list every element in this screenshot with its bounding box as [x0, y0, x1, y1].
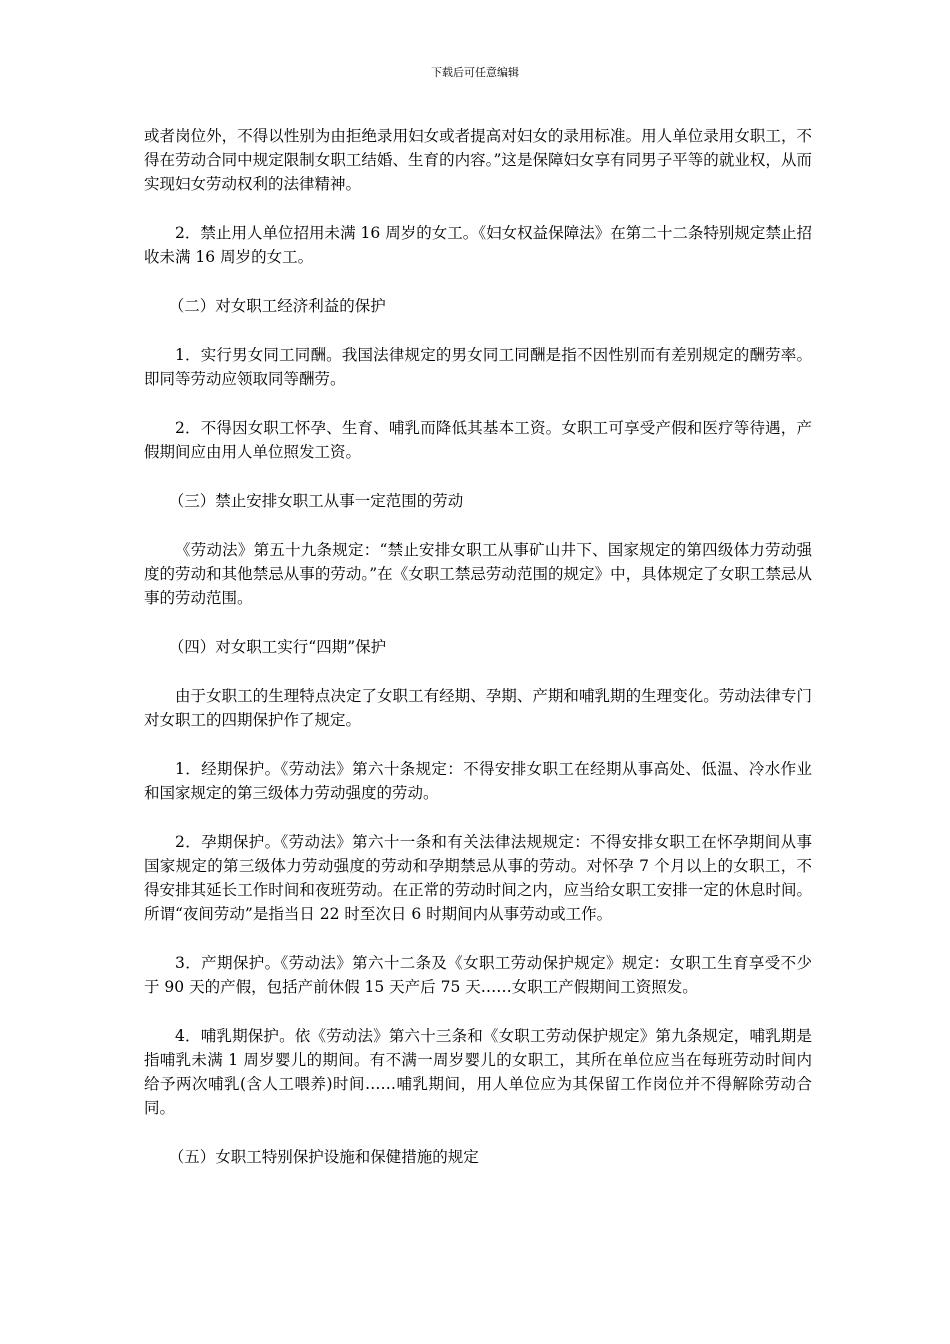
paragraph-item: 《劳动法》第五十九条规定：“禁止安排女职工从事矿山井下、国家规定的第四级体力劳动强度的劳动和其他禁忌从事的劳动。”在《女职工禁忌劳动范围的规定》中，具体规定了女职工禁忌从事的劳动范围。 [144, 541, 812, 607]
paragraph-item: 1．经期保护。《劳动法》第六十条规定：不得安排女职工在经期从事高处、低温、冷水作业和国家规定的第三级体力劳动强度的劳动。 [144, 760, 812, 802]
paragraph-continuation: 或者岗位外，不得以性别为由拒绝录用妇女或者提高对妇女的录用标准。用人单位录用女职工，不得在劳动合同中规定限制女职工结婚、生育的内容。”这是保障妇女享有同男子平等的就业权，从而实现妇女劳动权利的法律精神。 [144, 127, 812, 193]
paragraph-item: 3．产期保护。《劳动法》第六十二条及《女职工劳动保护规定》规定：女职工生育享受不少于 90 天的产假，包括产前休假 15 天产后 75 天……女职工产假期间工资照发。 [144, 954, 812, 996]
section-heading: （二）对女职工经济利益的保护 [168, 297, 386, 315]
paragraph-item: 1．实行男女同工同酬。我国法律规定的男女同工同酬是指不因性别而有差别规定的酬劳率。即同等劳动应领取同等酬劳。 [144, 346, 812, 388]
paragraph-item: 由于女职工的生理特点决定了女职工有经期、孕期、产期和哺乳期的生理变化。劳动法律专门对女职工的四期保护作了规定。 [144, 687, 812, 729]
section-heading: （四）对女职工实行“四期”保护 [168, 638, 387, 656]
document-body [144, 124, 812, 1194]
paragraph-item: 2．不得因女职工怀孕、生育、哺乳而降低其基本工资。女职工可享受产假和医疗等待遇，产假期间应由用人单位照发工资。 [144, 419, 812, 461]
paragraph-item: 2．孕期保护。《劳动法》第六十一条和有关法律法规规定：不得安排女职工在怀孕期间从事国家规定的第三级体力劳动强度的劳动和孕期禁忌从事的劳动。对怀孕 7 个月以上的女职工，不得安排其延长工作时间和夜班劳动。在正常的劳动时间之内，应当给女职工安排一定的休息时间。所谓“夜间劳动”是指当日 22 时至次日 6 时期间内从事劳动或工作。 [144, 833, 812, 923]
section-heading: （五）女职工特别保护设施和保健措施的规定 [168, 1148, 479, 1166]
page-header: 下载后可任意编辑 [431, 66, 519, 79]
paragraph-item: 2．禁止用人单位招用未满 16 周岁的女工。《妇女权益保障法》在第二十二条特别规定禁止招收未满 16 周岁的女工。 [144, 224, 812, 266]
paragraph-item: 4．哺乳期保护。依《劳动法》第六十三条和《女职工劳动保护规定》第九条规定，哺乳期是指哺乳未满 1 周岁婴儿的期间。有不满一周岁婴儿的女职工，其所在单位应当在每班劳动时间内给予两次哺乳(含人工喂养)时间……哺乳期间，用人单位应为其保留工作岗位并不得解除劳动合同。 [144, 1027, 812, 1117]
section-heading: （三）禁止安排女职工从事一定范围的劳动 [168, 492, 464, 510]
